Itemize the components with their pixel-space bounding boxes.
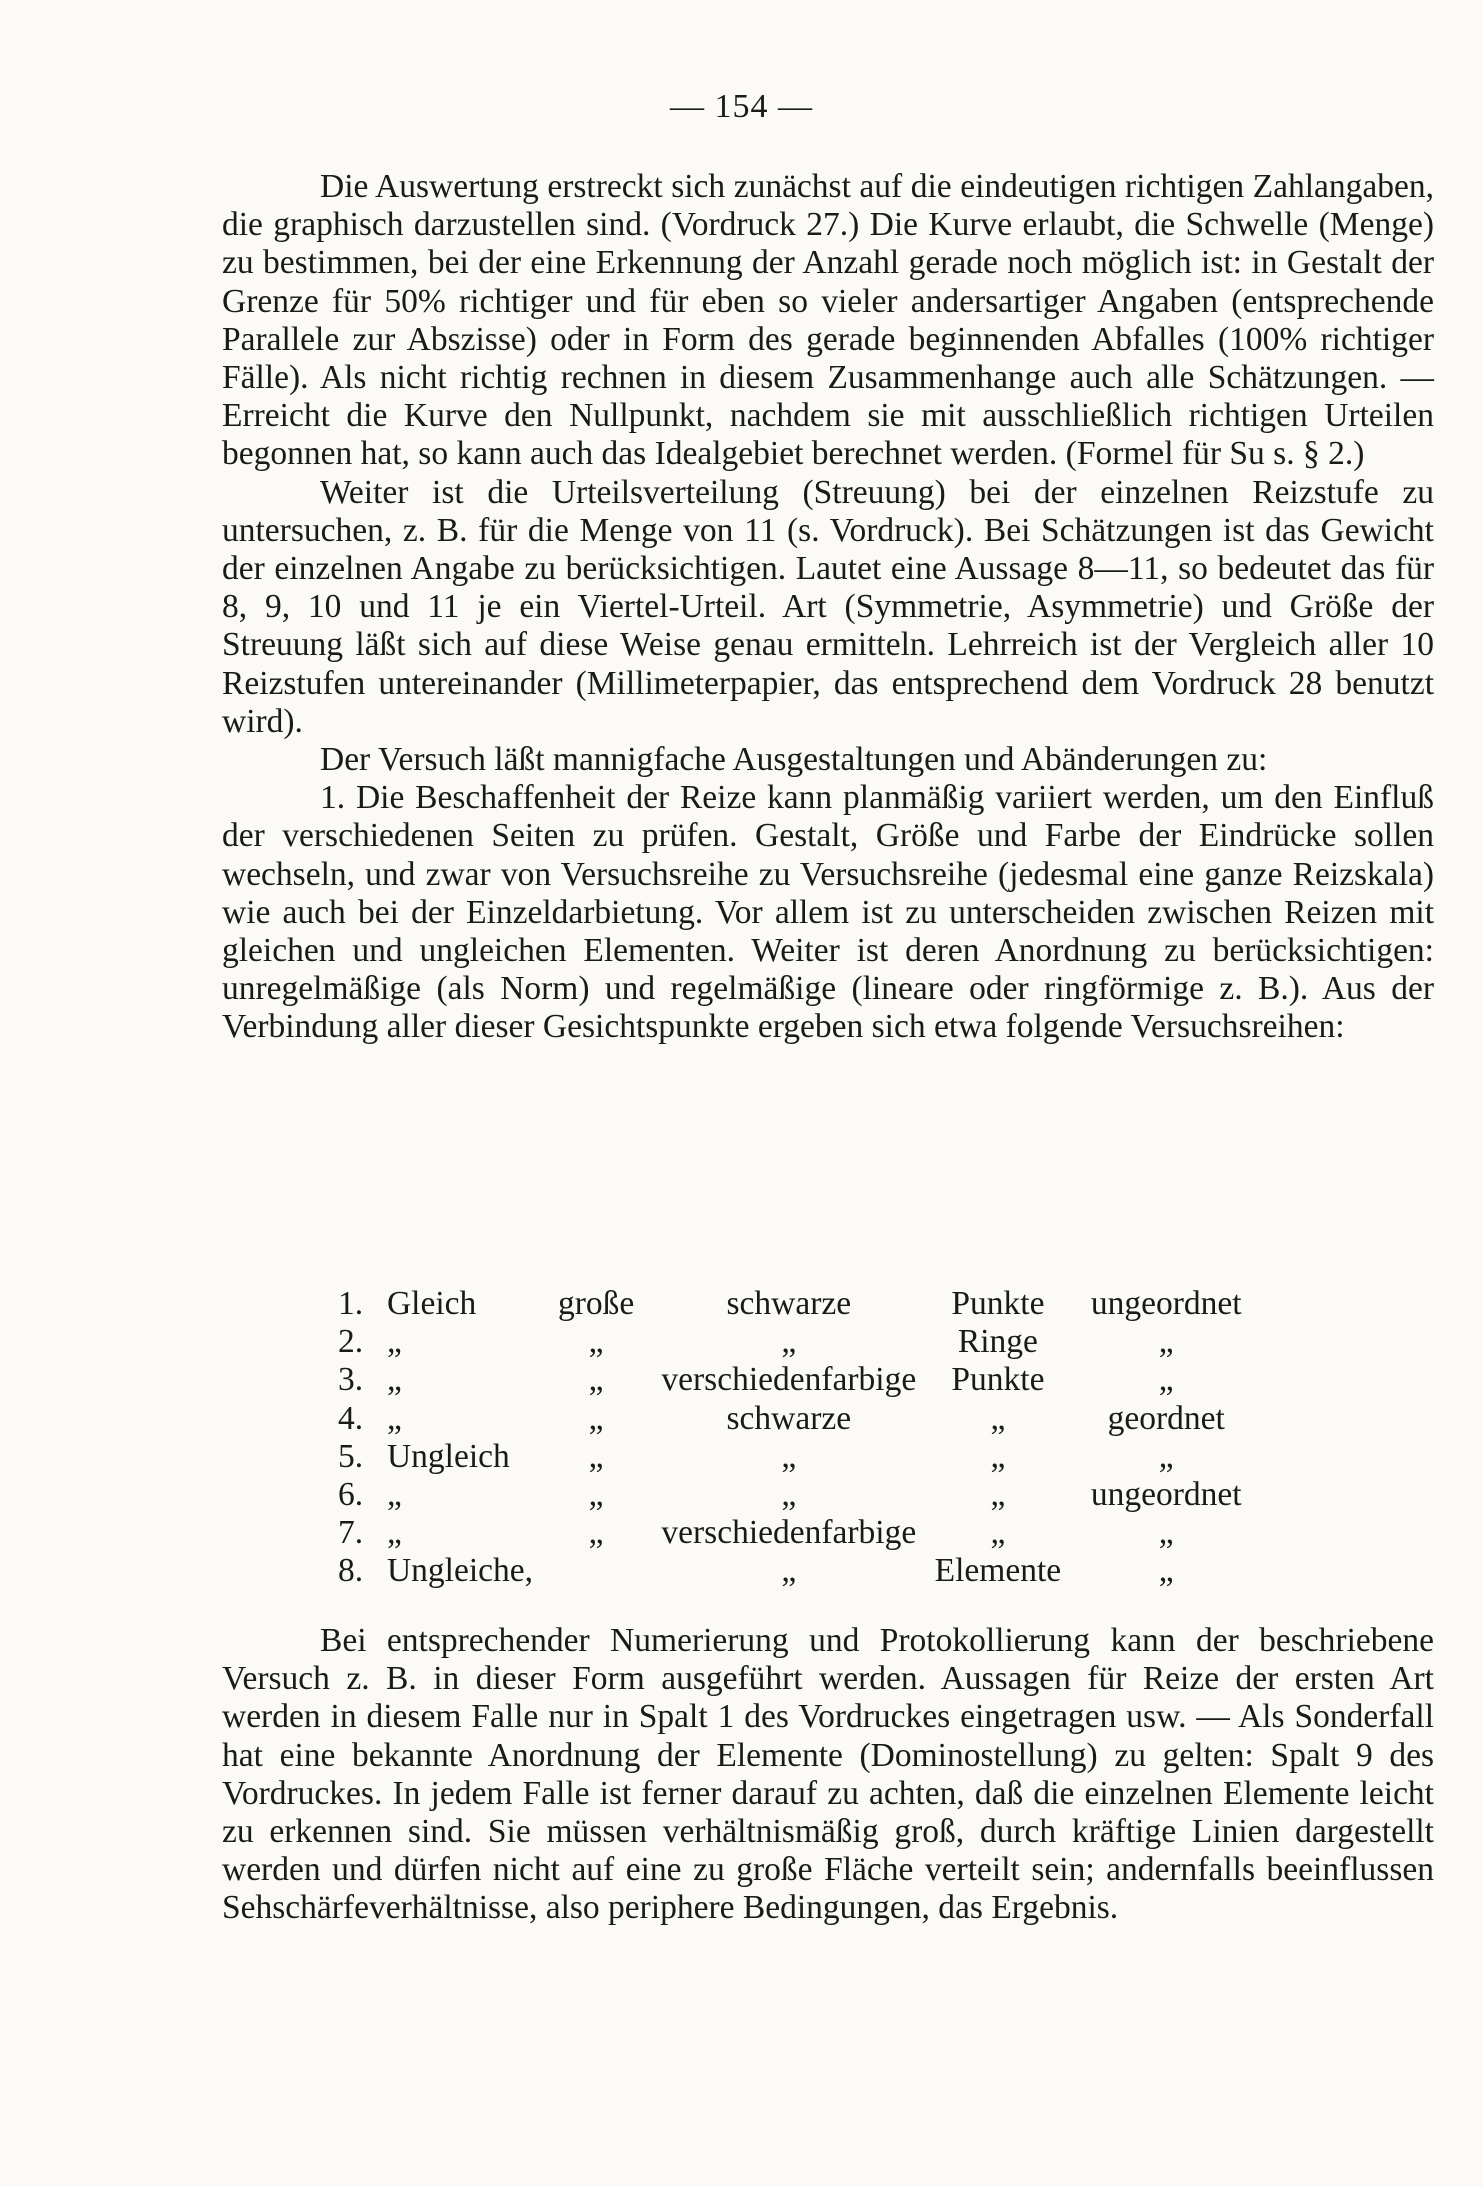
table-cell: „ <box>1158 1361 1174 1399</box>
paragraph: Die Auswertung erstreckt sich zunächst auf die eindeutigen richtigen Zahlangaben, die graphisch darzustellen sind. (Vordruck 27.) Die Kurve erlaubt, die Schwelle (Menge) zu bestimmen, bei der eine Erkennung der Anzahl gerade noch möglich ist: in Gestalt der Grenze für 50% richtiger und für eben so vieler andersartiger Angaben (entsprechende Parallele zur Abszisse) oder in Form des gerade beginnenden Abfalles (100% richtiger Fälle). Als nicht richtig rechnen in diesem Zusammenhange auch alle Schätzungen. — Erreicht die Kurve den Nullpunkt, nachdem sie mit ausschließlich richtigen Urteilen begonnen hat, so kann auch das Idealgebiet berechnet werden. (Formel für Su s. § 2.) <box>222 168 1434 473</box>
table-cell: Ungleich <box>386 1437 510 1475</box>
table-row <box>338 1400 1258 1438</box>
table-cell: Elemente <box>934 1552 1062 1590</box>
table-cell: „ <box>386 1323 402 1361</box>
table-cell: ungeordnet <box>1090 1476 1242 1514</box>
table-cell: „ <box>1158 1552 1174 1590</box>
table-row <box>338 1361 1258 1399</box>
table-cell <box>536 1552 656 1590</box>
table-cell: verschiedenfarbige <box>661 1514 917 1552</box>
table-cell: „ <box>588 1514 604 1552</box>
table-row <box>338 1438 1258 1476</box>
table-cell: „ <box>588 1361 604 1399</box>
table-row <box>338 1323 1258 1361</box>
table-cell: „ <box>781 1552 797 1590</box>
table-cell: „ <box>990 1399 1006 1437</box>
table-cell: geordnet <box>1107 1399 1225 1437</box>
paragraph: 1. Die Beschaffenheit der Reize kann planmäßig variiert werden, um den Einfluß der verschiedenen Seiten zu prüfen. Gestalt, Größe und Farbe der Eindrücke sollen wechseln, und zwar von Versuchsreihe zu Versuchsreihe (jedesmal eine ganze Reizskala) wie auch bei der Einzeldarbietung. Vor allem ist zu unterscheiden zwischen Reizen mit gleichen und ungleichen Elementen. Weiter ist deren Anordnung zu berücksichtigen: unregelmäßige (als Norm) und regelmäßige (lineare oder ringförmige z. B.). Aus der Verbindung aller dieser Gesichtspunkte ergeben sich etwa folgende Versuchsreihen: <box>222 779 1434 1046</box>
table-cell: schwarze <box>726 1399 852 1437</box>
table-cell: 3. <box>338 1361 364 1399</box>
table-cell: 4. <box>338 1399 364 1437</box>
table-cell: „ <box>781 1437 797 1475</box>
body-text-top <box>222 168 1434 1047</box>
table-cell: Punkte <box>951 1285 1045 1322</box>
table-cell: „ <box>588 1399 604 1437</box>
table-cell: „ <box>1158 1514 1174 1552</box>
table-cell: verschiedenfarbige <box>661 1361 917 1399</box>
table-cell: „ <box>588 1437 604 1475</box>
table-cell: große <box>557 1285 635 1322</box>
table-cell: 2. <box>338 1323 364 1361</box>
table-cell: Ungleiche, <box>386 1552 533 1590</box>
table-cell: „ <box>588 1323 604 1361</box>
table-cell: „ <box>386 1399 402 1437</box>
table-cell: „ <box>1158 1437 1174 1475</box>
table-cell: „ <box>386 1476 402 1514</box>
paragraph: Der Versuch läßt mannigfache Ausgestaltungen und Abänderungen zu: <box>320 741 1268 779</box>
table-cell: Ringe <box>957 1323 1038 1361</box>
table-cell: „ <box>990 1437 1006 1475</box>
table-cell: 8. <box>338 1552 364 1590</box>
table-cell: 5. <box>338 1437 364 1475</box>
table-cell: ungeordnet <box>1090 1285 1242 1322</box>
table-row <box>338 1552 1258 1590</box>
table-cell: „ <box>781 1323 797 1361</box>
table-cell: schwarze <box>726 1285 852 1322</box>
table-row <box>338 1476 1258 1514</box>
table-cell: „ <box>386 1514 402 1552</box>
body-text-bottom <box>222 1622 1434 1928</box>
page-number: — 154 — <box>670 88 813 125</box>
table-cell: 1. <box>338 1285 364 1322</box>
table-cell: „ <box>781 1476 797 1514</box>
table-row <box>338 1285 1258 1323</box>
experiment-series-table <box>338 1285 1258 1591</box>
table-cell: „ <box>990 1514 1006 1552</box>
table-cell: Gleich <box>386 1285 477 1322</box>
table-cell: 7. <box>338 1514 364 1552</box>
paragraph: Weiter ist die Urteilsverteilung (Streuung) bei der einzelnen Reizstufe zu untersuchen, z. B. für die Menge von 11 (s. Vordruck). Bei Schätzungen ist das Gewicht der einzelnen Angabe zu berücksichtigen. Lautet eine Aussage 8—11, so bedeutet das für 8, 9, 10 und 11 je ein Viertel-Urteil. Art (Symmetrie, Asymmetrie) und Größe der Streuung läßt sich auf diese Weise genau ermitteln. Lehrreich ist der Vergleich aller 10 Reizstufen untereinander (Millimeterpapier, das entsprechend dem Vordruck 28 benutzt wird). <box>222 473 1434 740</box>
table-cell: „ <box>990 1476 1006 1514</box>
table-cell: „ <box>588 1476 604 1514</box>
table-cell: „ <box>386 1361 402 1399</box>
table-row <box>338 1514 1258 1552</box>
table-cell: Punkte <box>951 1361 1045 1399</box>
paragraph: Bei entsprechender Numerierung und Protokollierung kann der beschriebene Versuch z. B. in dieser Form ausgeführt werden. Aussagen für Reize der ersten Art werden in diesem Falle nur in Spalt 1 des Vordruckes eingetragen usw. — Als Sonderfall hat eine bekannte Anordnung der Elemente (Dominostellung) zu gelten: Spalt 9 des Vordruckes. In jedem Falle ist ferner darauf zu achten, daß die einzelnen Elemente leicht zu erkennen sind. Sie müssen verhältnismäßig groß, durch kräftige Linien dargestellt werden und dürfen nicht auf eine zu große Fläche verteilt sein; andernfalls beeinflussen Sehschärfeverhältnisse, also periphere Bedingungen, das Ergebnis. <box>222 1622 1434 1927</box>
table-cell: 6. <box>338 1476 364 1514</box>
table-cell: „ <box>1158 1323 1174 1361</box>
